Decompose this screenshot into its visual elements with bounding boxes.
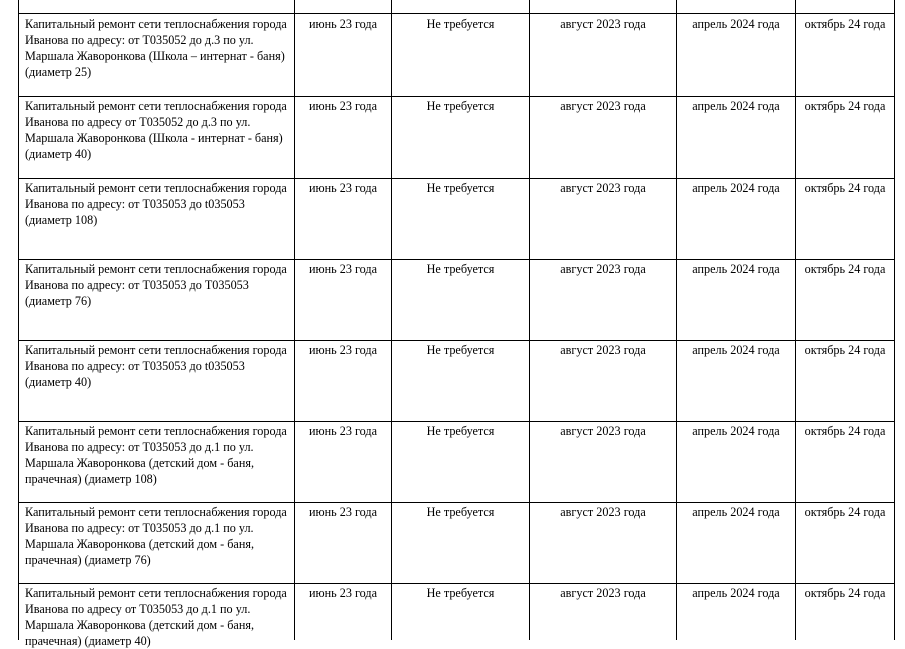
row-divider xyxy=(18,259,894,260)
row-work-start: апрель 2024 года xyxy=(692,99,780,113)
row-description: Капитальный ремонт сети теплоснабжения города Иванова по адресу: от Т035052 до д.3 по ул. Маршала Жаворонкова (Школа – интернат - баня) (диаметр 25) xyxy=(25,17,287,79)
row-start-date: июнь 23 года xyxy=(308,17,378,31)
row-start-date: июнь 23 года xyxy=(308,505,378,519)
row-divider xyxy=(18,340,894,341)
row-divider xyxy=(18,178,894,179)
row-contract-date: август 2023 года xyxy=(560,343,646,357)
row-description: Капитальный ремонт сети теплоснабжения города Иванова по адресу: от Т035053 до t035053 (диаметр 108) xyxy=(25,181,287,227)
row-expertise: Не требуется xyxy=(426,17,495,31)
row-expertise: Не требуется xyxy=(426,505,495,519)
row-description: Капитальный ремонт сети теплоснабжения города Иванова по адресу: от Т035053 до Т035053 (диаметр 76) xyxy=(25,262,287,308)
row-work-end: октябрь 24 года xyxy=(804,181,886,195)
row-work-end: октябрь 24 года xyxy=(804,17,886,31)
row-expertise: Не требуется xyxy=(426,181,495,195)
row-work-end: октябрь 24 года xyxy=(804,343,886,357)
row-work-end: октябрь 24 года xyxy=(804,424,886,438)
row-divider xyxy=(18,502,894,503)
row-contract-date: август 2023 года xyxy=(560,424,646,438)
row-description: Капитальный ремонт сети теплоснабжения города Иванова по адресу: от Т035053 до t035053 (диаметр 40) xyxy=(25,343,287,389)
row-contract-date: август 2023 года xyxy=(560,181,646,195)
row-expertise: Не требуется xyxy=(426,343,495,357)
row-expertise: Не требуется xyxy=(426,586,495,600)
row-divider xyxy=(18,13,894,14)
row-work-start: апрель 2024 года xyxy=(692,505,780,519)
row-work-start: апрель 2024 года xyxy=(692,424,780,438)
row-contract-date: август 2023 года xyxy=(560,586,646,600)
row-work-start: апрель 2024 года xyxy=(692,181,780,195)
row-start-date: июнь 23 года xyxy=(308,343,378,357)
row-contract-date: август 2023 года xyxy=(560,17,646,31)
row-start-date: июнь 23 года xyxy=(308,99,378,113)
row-description: Капитальный ремонт сети теплоснабжения города Иванова по адресу от Т035053 до д.1 по ул. Маршала Жаворонкова (детский дом - баня, прачечная) (диаметр 40) xyxy=(25,586,287,648)
row-work-start: апрель 2024 года xyxy=(692,586,780,600)
row-contract-date: август 2023 года xyxy=(560,505,646,519)
row-work-start: апрель 2024 года xyxy=(692,17,780,31)
row-description: Капитальный ремонт сети теплоснабжения города Иванова по адресу от Т035052 до д.3 по ул. Маршала Жаворонкова (Школа - интернат - баня) (диаметр 40) xyxy=(25,99,287,161)
row-expertise: Не требуется xyxy=(426,99,495,113)
row-expertise: Не требуется xyxy=(426,424,495,438)
row-expertise: Не требуется xyxy=(426,262,495,276)
row-work-end: октябрь 24 года xyxy=(804,262,886,276)
row-contract-date: август 2023 года xyxy=(560,262,646,276)
row-work-start: апрель 2024 года xyxy=(692,262,780,276)
row-work-end: октябрь 24 года xyxy=(804,586,886,600)
row-divider xyxy=(18,583,894,584)
row-divider xyxy=(18,421,894,422)
row-contract-date: август 2023 года xyxy=(560,99,646,113)
row-description: Капитальный ремонт сети теплоснабжения города Иванова по адресу: от Т035053 до д.1 по ул. Маршала Жаворонкова (детский дом - баня, прачечная) (диаметр 76) xyxy=(25,505,287,567)
row-start-date: июнь 23 года xyxy=(308,424,378,438)
row-work-end: октябрь 24 года xyxy=(804,505,886,519)
row-start-date: июнь 23 года xyxy=(308,181,378,195)
row-work-start: апрель 2024 года xyxy=(692,343,780,357)
table-border-right xyxy=(894,0,895,640)
row-work-end: октябрь 24 года xyxy=(804,99,886,113)
row-start-date: июнь 23 года xyxy=(308,586,378,600)
row-divider xyxy=(18,96,894,97)
row-description: Капитальный ремонт сети теплоснабжения города Иванова по адресу: от Т035053 до д.1 по ул. Маршала Жаворонкова (детский дом - баня, прачечная) (диаметр 108) xyxy=(25,424,287,486)
row-start-date: июнь 23 года xyxy=(308,262,378,276)
